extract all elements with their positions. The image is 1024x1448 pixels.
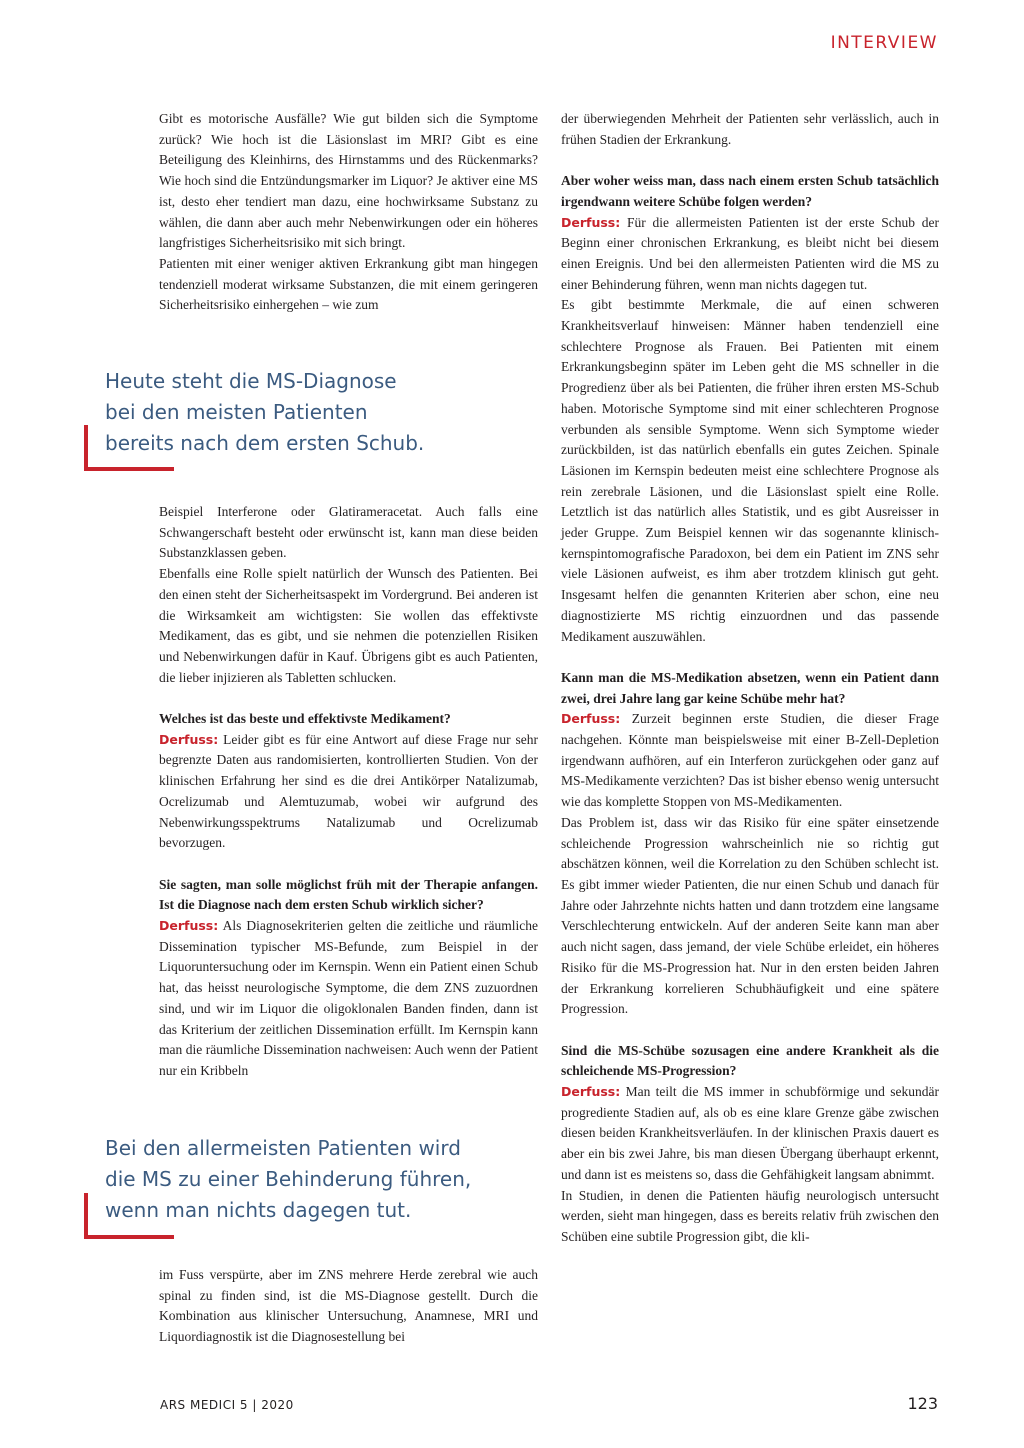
pullquote-line: Bei den allermeisten Patienten wird [105,1136,461,1160]
pullquote-bar [84,1235,174,1239]
interview-answer [561,213,939,296]
section-label: INTERVIEW [830,33,938,53]
answer-text: Man teilt die MS immer in schubförmige und sekundär progrediente Stadien auf, als ob es eine klare Grenze gäbe zwischen diesen beiden Krankheitsverläufen. In der klinischen Praxis dauert es aber ein bis zwei Jahre, bis man diesen Übergang überhaupt erkennt, und dann ist es meistens so, dass die Gehfähigkeit langsam abnimmt. [561,1084,939,1182]
left-column-top [159,109,538,316]
pullquote-line: Heute steht die MS-Diagnose [105,369,397,393]
interview-answer [159,916,538,1082]
paragraph: Ebenfalls eine Rolle spielt natürlich der Wunsch des Patienten. Bei den einen steht der Sicherheitsaspekt im Vordergrund. Bei anderen ist die Wirksamkeit am wichtigsten: Sie wollen das effektivste Medikament, das es gibt, und sie nehmen die potenziellen Risiken und Nebenwirkungen dafür in Kauf. Übrigens gibt es auch Patienten, die lieber injizieren als Tabletten schlucken. [159,566,538,685]
answer-text: Zurzeit beginnen erste Studien, die dieser Frage nachgehen. Könnte man beispielsweise mit einer B-Zell-Depletion irgendwann aufhören, auf ein Interferon zurückgehen oder ganz auf MS-Medikamente verzichten? Das ist bisher ebenso wenig untersucht wie das komplette Stoppen von MS-Medikamenten. [561,711,939,810]
pullquote [105,366,525,459]
interview-answer [561,709,939,813]
paragraph: Es gibt bestimmte Merkmale, die auf einen schweren Krankheitsverlauf hinweisen: Männer haben tendenziell eine schlechtere Prognose als Frauen. Bei Patienten mit einem Erkrankungsbeginn später im Leben geht die MS schneller in die Progredienz über als bei Patienten, die früher ihren ersten MS-Schub haben. Motorische Symptome sind mit einer schlechteren Prognose verbunden als sensible Symptome. Wenn sich Symptome wieder zurückbilden, ist das natürlich ebenfalls ein gutes Zeichen. Spinale Läsionen im Kernspin bedeuten meist eine schlechtere Prognose als rein zerebrale Läsionen, und die Läsionslast spielt eine Rolle. Letztlich ist das natürlich alles Statistik, und es gibt Ausreisser in jeder Gruppe. Zum Beispiel kennen wir das sogenannte klinisch-kernspintomografische Paradoxon, bei dem ein Patient im ZNS sehr viele Läsionen aufweist, es ihm aber trotzdem klinisch gut geht. Insgesamt helfen die genannten Kriterien aber schon, eine neu diagnostizierte MS richtig einzuordnen und das passende Medikament auszuwählen. [561,297,939,644]
paragraph: Beispiel Interferone oder Glatirameracetat. Auch falls eine Schwangerschaft besteht oder erwünscht ist, kann man diese beiden Substanzklassen geben. [159,504,538,561]
pullquote-bar [84,1193,88,1239]
answer-text: Leider gibt es für eine Antwort auf diese Frage nur sehr begrenzte Daten aus randomisierten, kontrollierten Studien. Von der klinischen Erfahrung her sind es die drei Antikörper Natalizumab, Ocrelizumab und Alemtuzumab, wobei wir aufgrund des Nebenwirkungsspektrums Natalizumab und Ocrelizumab bevorzugen. [159,731,538,851]
interview-question: Welches ist das beste und effektivste Medikament? [159,711,451,727]
paragraph: der überwiegenden Mehrheit der Patienten sehr verlässlich, auch in frühen Stadien der Erkrankung. [561,111,939,147]
interview-answer [561,1082,939,1186]
speaker-label: Derfuss: [561,1084,621,1099]
journal-issue: ARS MEDICI 5 | 2020 [160,1398,294,1412]
pullquote [105,1133,525,1226]
right-column [561,109,939,1248]
pullquote-line: die MS zu einer Behinderung führen, [105,1167,472,1191]
answer-text: Für die allermeisten Patienten ist der erste Schub der Beginn einer chronischen Erkrankung, es bleibt nicht bei diesem einen Ereignis. Und bei den allermeisten Patienten wird die MS zu einer Behinderung führen, wenn man nichts dagegen tut. [561,214,939,292]
pullquote-bar [84,425,88,471]
page-number: 123 [907,1394,938,1413]
paragraph: In Studien, in denen die Patienten häufig neurologisch untersucht werden, sieht man hingegen, dass es bereits relativ früh zwischen den Schüben eine subtile Progression gibt, die kli- [561,1187,939,1244]
pullquote-line: bereits nach dem ersten Schub. [105,431,425,455]
left-column-bottom [159,1265,538,1348]
speaker-label: Derfuss: [159,731,219,747]
pullquote-line: wenn man nichts dagegen tut. [105,1198,412,1222]
interview-question: Kann man die MS-Medikation absetzen, wenn ein Patient dann zwei, drei Jahre lang gar keine Schübe mehr hat? [561,669,939,706]
speaker-label: Derfuss: [159,918,219,934]
interview-question: Sind die MS-Schübe sozusagen eine andere Krankheit als die schleichende MS-Progression? [561,1042,939,1079]
paragraph: Das Problem ist, dass wir das Risiko für eine später einsetzende schleichende Progression wahrscheinlich nie so richtig gut abschätzen können, weil die Korrelation zu den Schüben schlecht ist. Es gibt immer wieder Patienten, die nur einen Schub und danach für Jahre oder Jahrzehnte nichts hatten und dann trotzdem eine langsame Verschlechterung entwickeln. Auf der anderen Seite kann man aber auch nicht sagen, dass jemand, der viele Schübe erleidet, ein höheres Risiko für die MS-Progression hat. Nur in den ersten beiden Jahren der Erkrankung korrelieren Schubhäufigkeit und eine spätere Progression. [561,814,939,1017]
speaker-label: Derfuss: [561,711,621,727]
interview-answer [159,730,538,854]
left-column-middle [159,502,538,1082]
interview-question: Sie sagten, man solle möglichst früh mit der Therapie anfangen. Ist die Diagnose nach dem ersten Schub wirklich sicher? [159,876,538,913]
paragraph: Gibt es motorische Ausfälle? Wie gut bilden sich die Symptome zurück? Wie hoch ist die Läsionslast im MRI? Gibt es eine Beteiligung des Kleinhirns, des Hirnstamms und des Rückenmarks? Wie hoch sind die Entzündungsmarker im Liquor? Je aktiver eine MS ist, desto eher tendiert man dazu, eine hochwirksame Substanz zu wählen, die dann aber auch mehr Nebenwirkungen oder ein höheres langfristiges Sicherheitsrisiko mit sich bringt. [159,111,538,251]
answer-text: Als Diagnosekriterien gelten die zeitliche und räumliche Dissemination typischer MS-Befunde, zum Beispiel in der Liquoruntersuchung oder im Kernspin. Wenn ein Patient einen Schub hat, das heisst neurologische Symptome, die dem ZNS zuzuordnen sind, und wir im Liquor die oligoklonalen Banden finden, dann ist das Kriterium der zeitlichen Dissemination erfüllt. Im Kernspin kann man die räumliche Dissemination nachweisen: Auch wenn der Patient nur ein Kribbeln [159,918,538,1078]
pullquote-line: bei den meisten Patienten [105,400,368,424]
interview-question: Aber woher weiss man, dass nach einem ersten Schub tatsächlich irgendwann weitere Schübe folgen werden? [561,173,939,209]
paragraph: im Fuss verspürte, aber im ZNS mehrere Herde zerebral wie auch spinal zu finden sind, ist die MS-Diagnose gestellt. Durch die Kombination aus klinischer Untersuchung, Anamnese, MRI und Liquordiagnostik ist die Diagnosestellung bei [159,1267,538,1345]
pullquote-bar [84,467,174,471]
speaker-label: Derfuss: [561,214,621,230]
paragraph: Patienten mit einer weniger aktiven Erkrankung gibt man hingegen tendenziell moderat wirksame Substanzen, die mit einem geringeren Sicherheitsrisiko einhergehen – wie zum [159,255,538,313]
